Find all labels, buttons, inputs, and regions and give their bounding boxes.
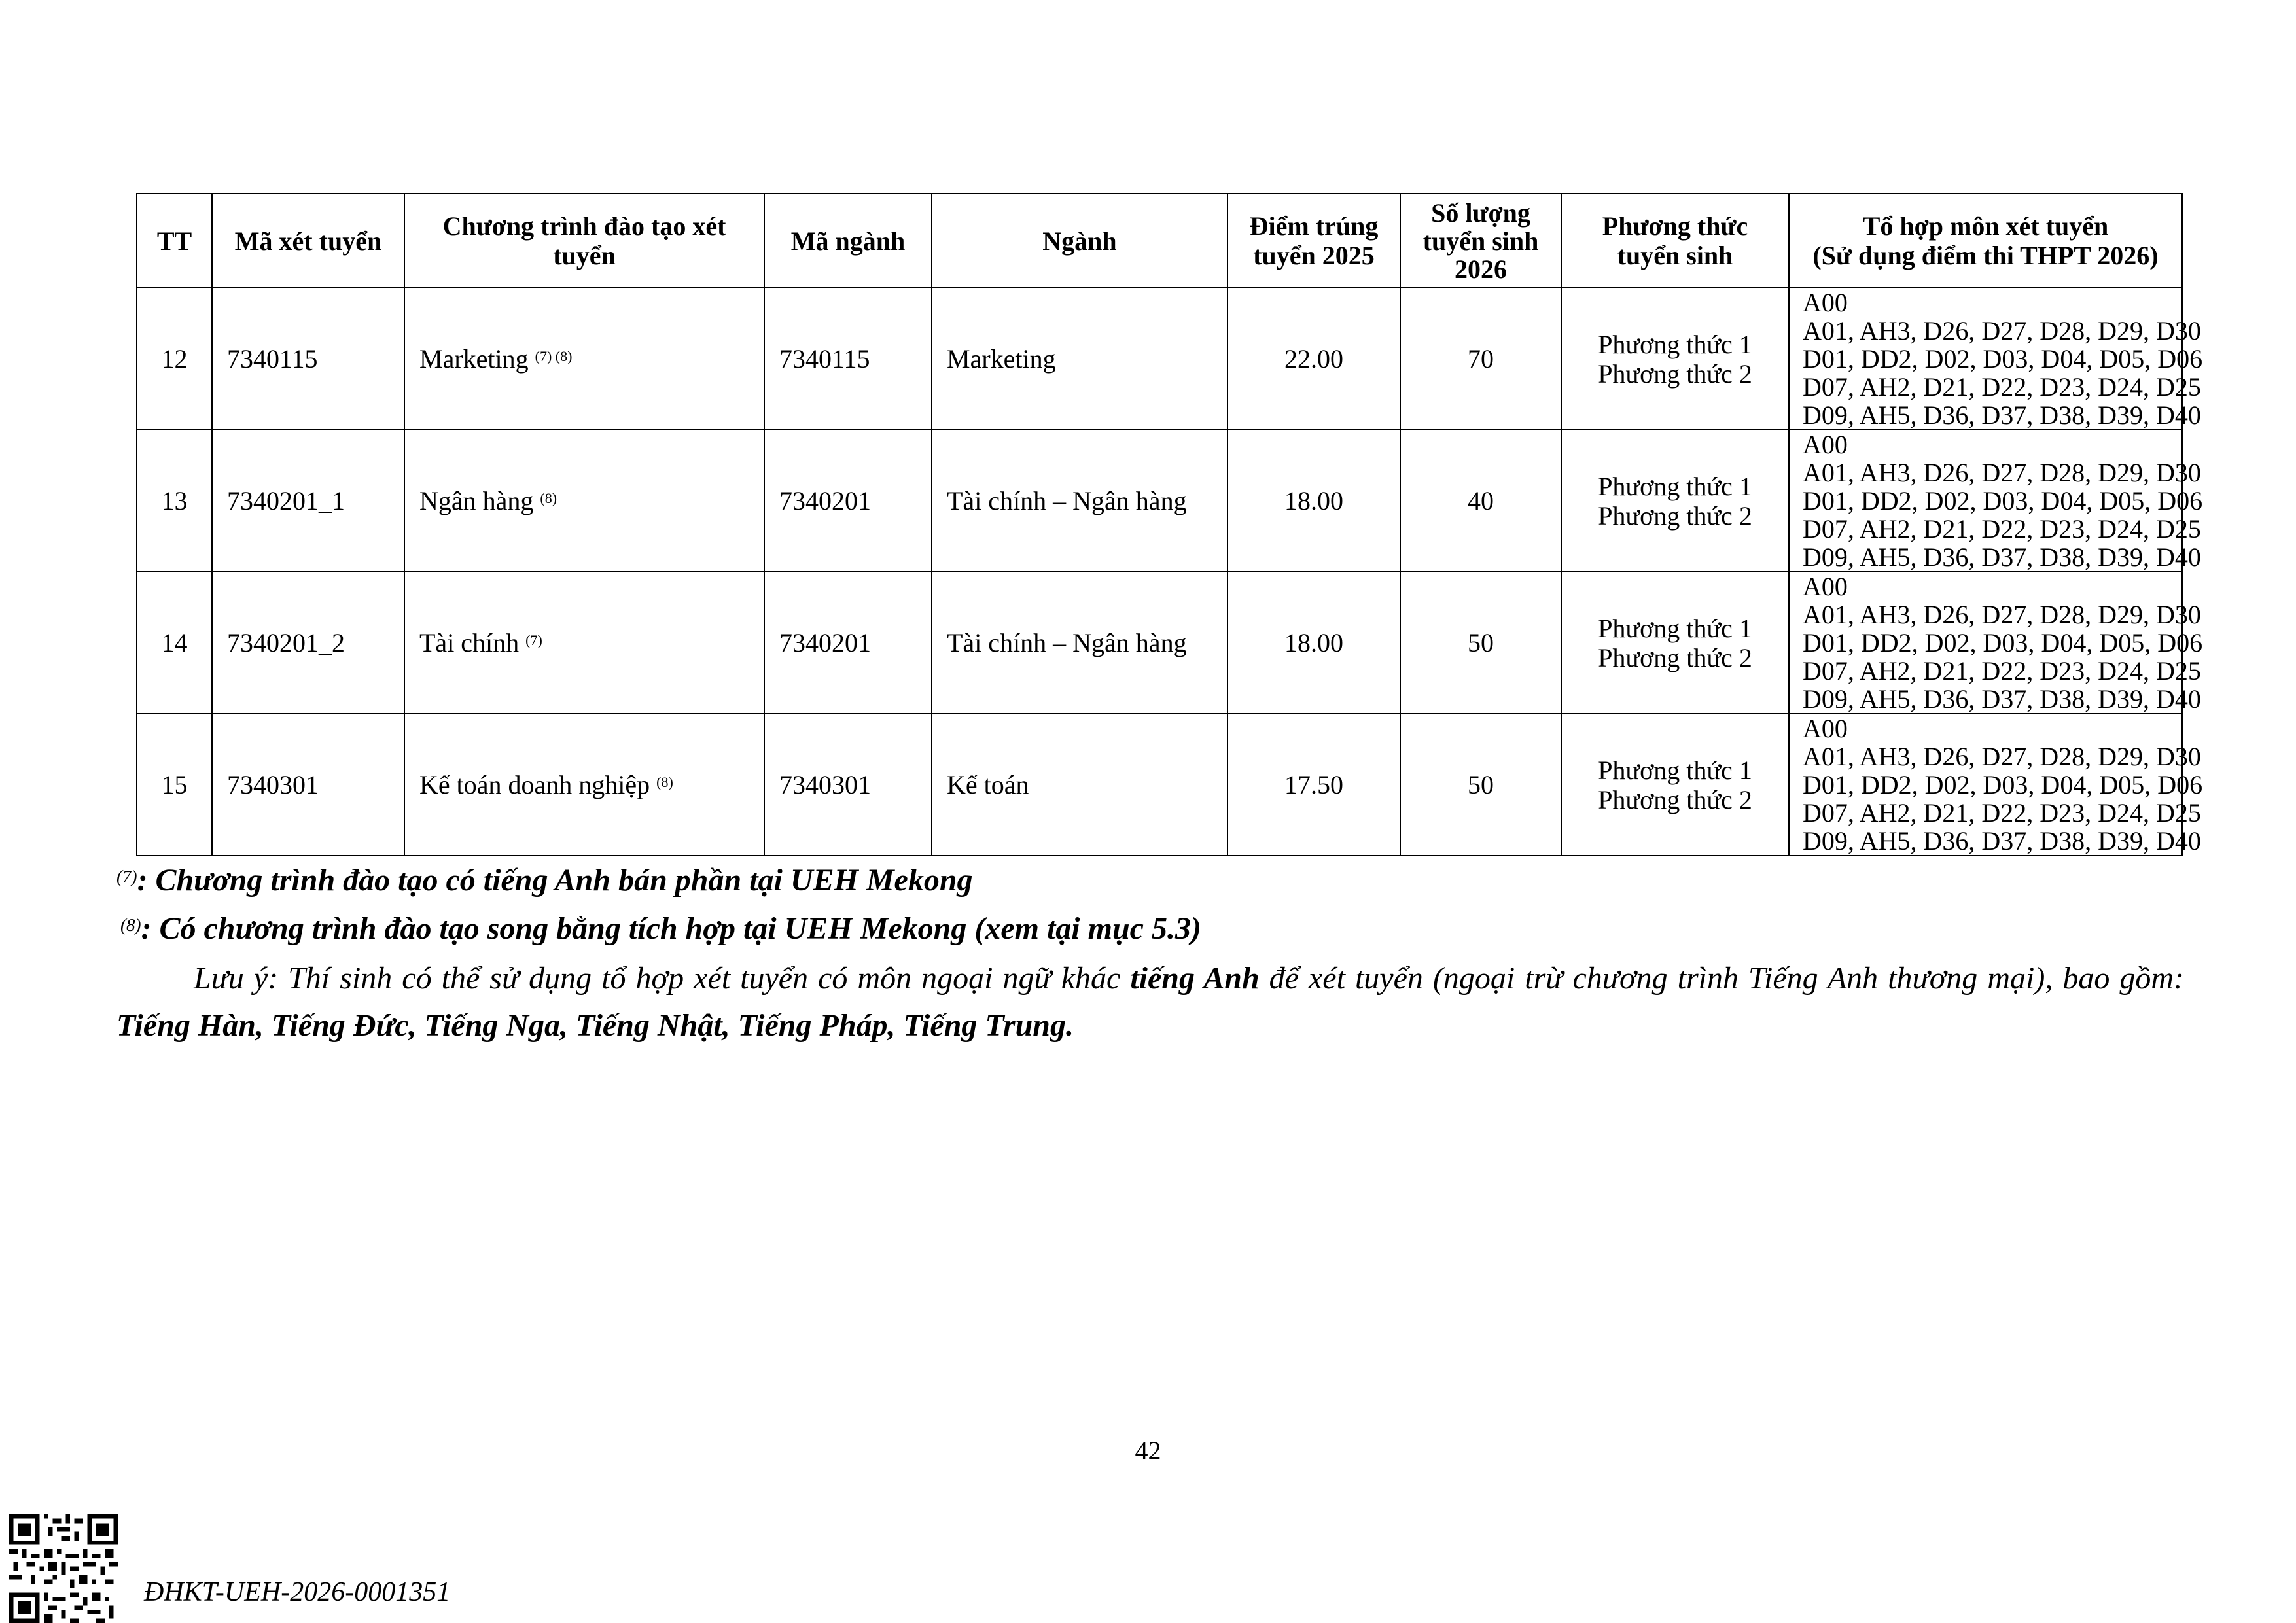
header-tt: TT — [137, 194, 212, 288]
method-1: Phương thức 1 — [1598, 755, 1752, 785]
combo-line: A01, AH3, D26, D27, D28, D29, D30 — [1803, 600, 2201, 629]
header-admission-code: Mã xét tuyển — [212, 194, 404, 288]
header-combination-line-2: (Sử dụng điểm thi THPT 2026) — [1812, 241, 2159, 270]
method-1: Phương thức 1 — [1598, 329, 1752, 359]
cell-admission-code: 7340115 — [212, 288, 404, 430]
cell-score: 17.50 — [1227, 714, 1400, 856]
program-footnote: (7) (8) — [535, 348, 573, 364]
cell-admission-code: 7340301 — [212, 714, 404, 856]
cell-methods — [1561, 714, 1789, 856]
cell-major: Tài chính – Ngân hàng — [932, 430, 1227, 572]
combo-line: A00 — [1803, 288, 1848, 317]
cell-program — [404, 714, 764, 856]
remark-bold-2: Tiếng Hàn, Tiếng Đức, Tiếng Nga, Tiếng Nhật, Tiếng Pháp, Tiếng Trung. — [116, 1008, 1074, 1043]
footnote-8-mark: (8) — [120, 915, 141, 935]
header-quota-line-3: 2026 — [1455, 254, 1507, 284]
table-row — [137, 714, 2182, 856]
header-score-line-2: tuyển 2025 — [1253, 241, 1375, 270]
footnote-7 — [116, 862, 973, 899]
combo-line: A00 — [1803, 572, 1848, 601]
combo-line: D07, AH2, D21, D22, D23, D24, D25 — [1803, 514, 2201, 544]
method-1: Phương thức 1 — [1598, 613, 1752, 643]
table-header-row — [137, 194, 2182, 288]
cell-methods — [1561, 572, 1789, 714]
combo-line: D07, AH2, D21, D22, D23, D24, D25 — [1803, 656, 2201, 686]
header-quota-line-2: tuyển sinh — [1422, 226, 1539, 256]
cell-program — [404, 288, 764, 430]
cell-methods — [1561, 430, 1789, 572]
program-name: Kế toán doanh nghiệp — [419, 770, 650, 799]
cell-combinations — [1789, 714, 2203, 856]
method-2: Phương thức 2 — [1598, 358, 1752, 389]
header-major: Ngành — [932, 194, 1227, 288]
combo-line: D09, AH5, D36, D37, D38, D39, D40 — [1803, 826, 2201, 856]
remark-text-1: Lưu ý: Thí sinh có thể sử dụng tổ hợp xét tuyển có môn ngoại ngữ khác — [194, 961, 1131, 996]
combo-line: A01, AH3, D26, D27, D28, D29, D30 — [1803, 316, 2201, 345]
footnote-7-text: : Chương trình đào tạo có tiếng Anh bán phần tại UEH Mekong — [137, 863, 973, 898]
header-program-line-2: tuyển — [553, 241, 616, 270]
combo-line: D09, AH5, D36, D37, D38, D39, D40 — [1803, 400, 2201, 430]
cell-major: Tài chính – Ngân hàng — [932, 572, 1227, 714]
combo-line: A00 — [1803, 430, 1848, 459]
cell-quota: 50 — [1400, 714, 1561, 856]
cell-admission-code: 7340201_1 — [212, 430, 404, 572]
admissions-table — [136, 193, 2203, 856]
header-score-line-1: Điểm trúng — [1249, 211, 1379, 241]
cell-program — [404, 430, 764, 572]
table-row — [137, 288, 2182, 430]
combo-line: D07, AH2, D21, D22, D23, D24, D25 — [1803, 372, 2201, 402]
cell-tt: 14 — [137, 572, 212, 714]
table-row — [137, 572, 2182, 714]
document-code: ĐHKT-UEH-2026-0001351 — [144, 1577, 451, 1607]
table-row — [137, 430, 2182, 572]
cell-score: 18.00 — [1227, 430, 1400, 572]
combo-line: D09, AH5, D36, D37, D38, D39, D40 — [1803, 542, 2201, 572]
header-quota-line-1: Số lượng — [1431, 198, 1530, 228]
program-name: Tài chính — [419, 628, 520, 657]
method-2: Phương thức 2 — [1598, 500, 1752, 531]
qr-code-icon — [9, 1514, 118, 1623]
header-combination — [1789, 194, 2182, 288]
program-name: Ngân hàng — [419, 486, 534, 515]
remark-paragraph — [116, 955, 2184, 1049]
header-method — [1561, 194, 1789, 288]
cell-major: Kế toán — [932, 714, 1227, 856]
header-quota-2026 — [1400, 194, 1561, 288]
combo-line: D01, DD2, D02, D03, D04, D05, D06 — [1803, 486, 2203, 515]
combo-line: A00 — [1803, 714, 1848, 743]
cell-combinations — [1789, 288, 2203, 430]
combo-line: A01, AH3, D26, D27, D28, D29, D30 — [1803, 742, 2201, 771]
header-program — [404, 194, 764, 288]
cell-major-code: 7340201 — [764, 572, 932, 714]
header-combination-line-1: Tổ hợp môn xét tuyển — [1862, 211, 2109, 241]
cell-combinations — [1789, 572, 2203, 714]
cell-quota: 50 — [1400, 572, 1561, 714]
cell-tt: 15 — [137, 714, 212, 856]
page-number: 42 — [1135, 1436, 1161, 1465]
footnote-8 — [120, 911, 1201, 947]
cell-major-code: 7340115 — [764, 288, 932, 430]
combo-line: A01, AH3, D26, D27, D28, D29, D30 — [1803, 458, 2201, 487]
program-footnote: (8) — [540, 490, 557, 506]
program-name: Marketing — [419, 344, 529, 374]
cell-major-code: 7340301 — [764, 714, 932, 856]
program-footnote: (8) — [656, 774, 673, 790]
cell-major-code: 7340201 — [764, 430, 932, 572]
footnote-8-text: : Có chương trình đào tạo song bằng tích hợp tại UEH Mekong (xem tại mục 5.3) — [141, 911, 1201, 946]
header-score-2025 — [1227, 194, 1400, 288]
cell-methods — [1561, 288, 1789, 430]
cell-score: 22.00 — [1227, 288, 1400, 430]
method-2: Phương thức 2 — [1598, 642, 1752, 672]
combo-line: D01, DD2, D02, D03, D04, D05, D06 — [1803, 770, 2203, 799]
combo-line: D01, DD2, D02, D03, D04, D05, D06 — [1803, 344, 2203, 374]
header-method-line-2: tuyển sinh — [1617, 241, 1733, 270]
cell-quota: 40 — [1400, 430, 1561, 572]
cell-tt: 13 — [137, 430, 212, 572]
header-method-line-1: Phương thức — [1602, 211, 1748, 241]
cell-admission-code: 7340201_2 — [212, 572, 404, 714]
combo-line: D01, DD2, D02, D03, D04, D05, D06 — [1803, 628, 2203, 657]
method-1: Phương thức 1 — [1598, 471, 1752, 501]
remark-text-2: để xét tuyển (ngoại trừ chương trình Tiếng Anh thương mại), bao gồm: — [1259, 961, 2185, 996]
cell-score: 18.00 — [1227, 572, 1400, 714]
header-program-line-1: Chương trình đào tạo xét — [442, 211, 726, 241]
program-footnote: (7) — [525, 632, 542, 648]
cell-major: Marketing — [932, 288, 1227, 430]
combo-line: D07, AH2, D21, D22, D23, D24, D25 — [1803, 798, 2201, 828]
footnote-7-mark: (7) — [116, 867, 137, 886]
method-2: Phương thức 2 — [1598, 784, 1752, 814]
cell-combinations — [1789, 430, 2203, 572]
cell-quota: 70 — [1400, 288, 1561, 430]
cell-program — [404, 572, 764, 714]
remark-bold-1: tiếng Anh — [1130, 961, 1260, 996]
cell-tt: 12 — [137, 288, 212, 430]
combo-line: D09, AH5, D36, D37, D38, D39, D40 — [1803, 684, 2201, 714]
header-major-code: Mã ngành — [764, 194, 932, 288]
